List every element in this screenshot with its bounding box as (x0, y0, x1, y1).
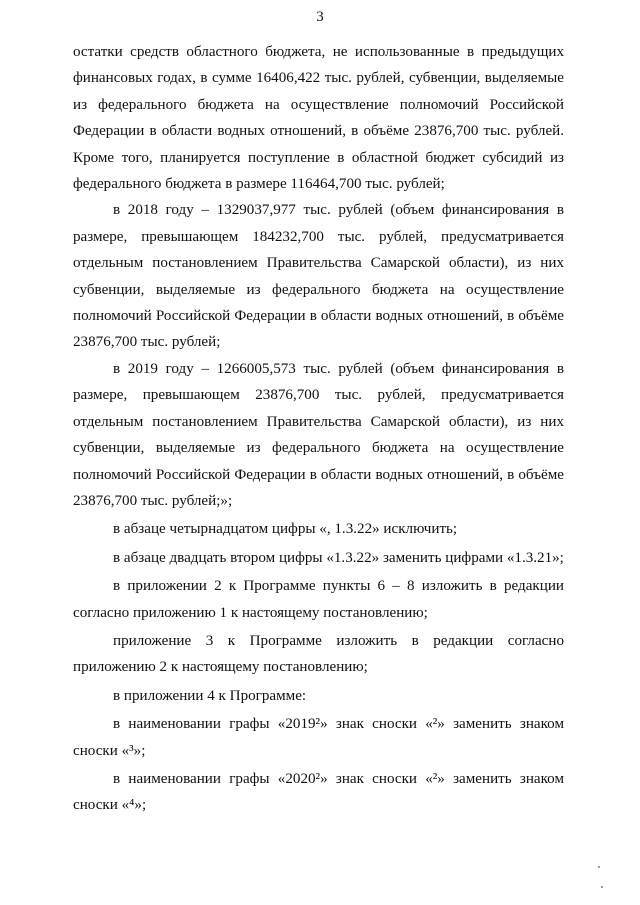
paragraph-year-2018: в 2018 году – 1329037,977 тыс. рублей (объем финансирования в размере, превышающем 184232,700 тыс. рублей, предусматривается отдельным постановлением Правительства Самарской области), из них субвенции, выделяемые из федерального бюджета на осуществление полномочий Российской Федерации в области водных отношений, в объёме 23876,700 тыс. рублей; (73, 202, 564, 351)
paragraph-footnote-2020: в наименовании графы «2020²» знак сноски «²» заменить знаком сноски «⁴»; (73, 770, 564, 814)
scan-speck (598, 866, 600, 868)
paragraph-appendix-2: в приложении 2 к Программе пункты 6 – 8 изложить в редакции согласно приложению 1 к настоящему постановлению; (73, 578, 564, 621)
paragraph-appendix-4: в приложении 4 к Программе: (113, 687, 307, 704)
scan-speck (601, 886, 603, 888)
paragraph-footnote-2019: в наименовании графы «2019²» знак сноски «²» заменить знаком сноски «³»; (73, 716, 564, 759)
page-number: 3 (316, 9, 324, 25)
document-body (73, 39, 564, 819)
paragraph-abzac-fourteen: в абзаце четырнадцатом цифры «, 1.3.22» исключить; (113, 521, 458, 538)
paragraph-appendix-3: приложение 3 к Программе изложить в редакции согласно приложению 2 к настоящему постановлению; (73, 632, 564, 676)
paragraph-budget-remainder: остатки средств областного бюджета, не использованные в предыдущих финансовых годах, в сумме 16406,422 тыс. рублей, субвенции, выделяемые из федерального бюджета на осуществление полномочий Российской Федерации в области водных отношений, в объёме 23876,700 тыс. рублей. Кроме того, планируется поступление в областной бюджет субсидий из федерального бюджета в размере 116464,700 тыс. рублей; (73, 44, 564, 193)
paragraph-year-2019: в 2019 году – 1266005,573 тыс. рублей (объем финансирования в размере, превышающем 23876,700 тыс. рублей, предусматривается отдельным постановлением Правительства Самарской области), из них субвенции, выделяемые из федерального бюджета на осуществление полномочий Российской Федерации в области водных отношений, в объёме 23876,700 тыс. рублей;»; (73, 360, 564, 509)
paragraph-abzac-twenty-two: в абзаце двадцать втором цифры «1.3.22» заменить цифрами «1.3.21»; (113, 549, 564, 566)
